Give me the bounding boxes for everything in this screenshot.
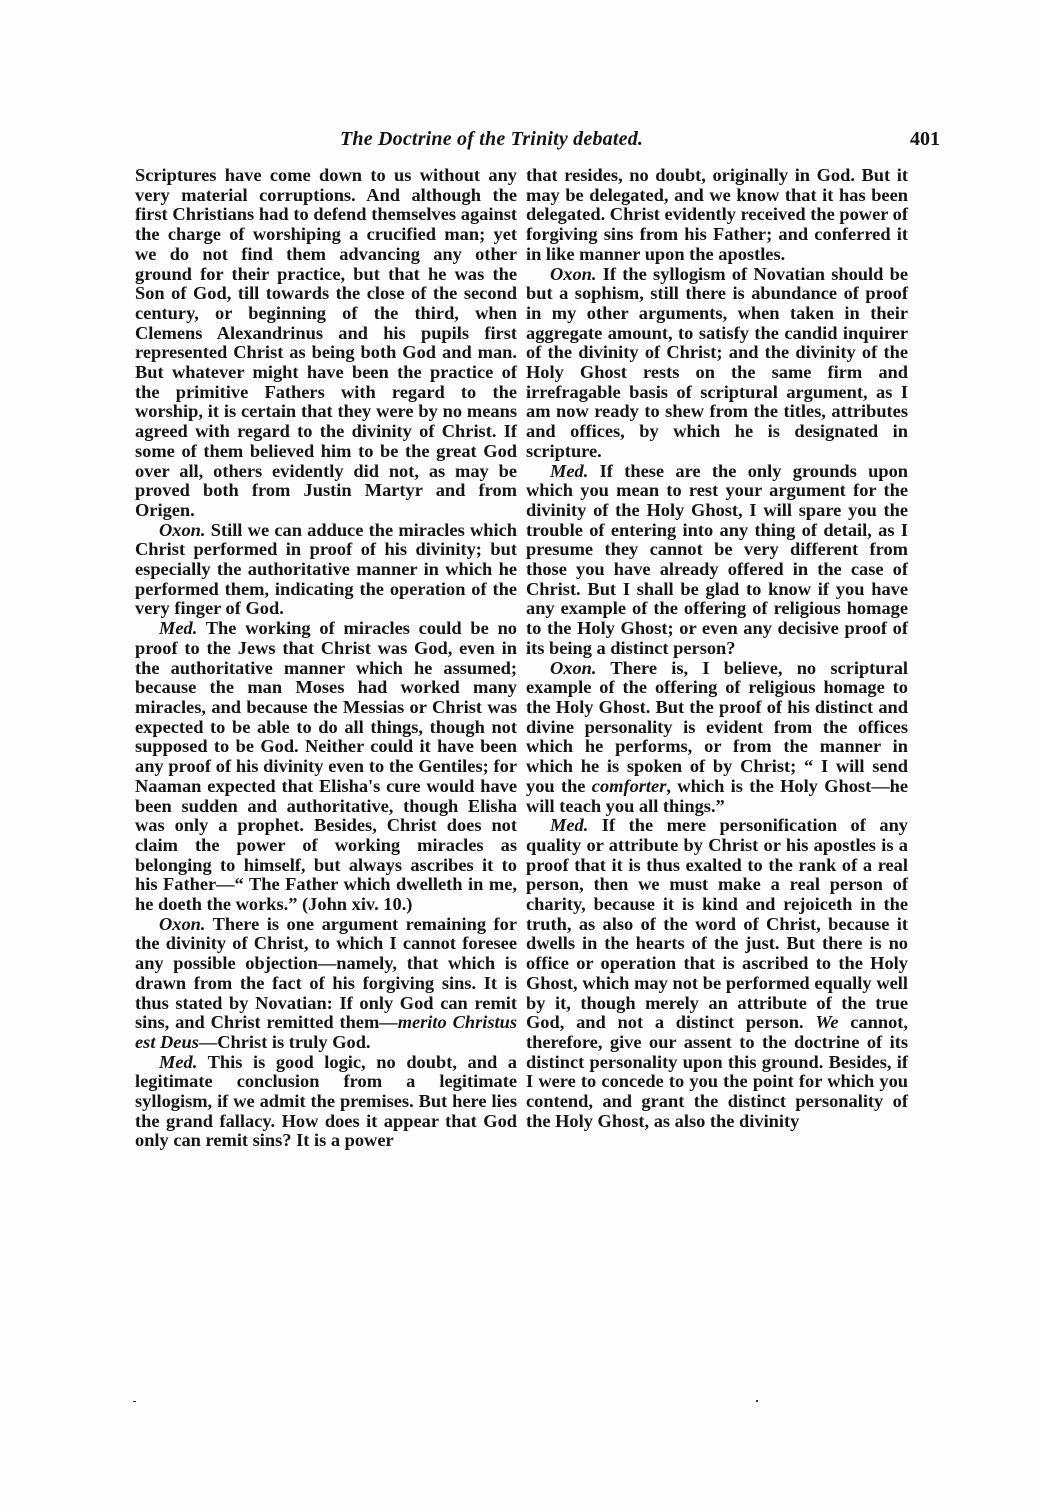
paragraph [135, 915, 517, 1053]
speaker-name: Oxon. [550, 263, 597, 284]
page-number: 401 [910, 128, 940, 150]
paragraph [135, 1053, 517, 1152]
paragraph-text: There is, I believe, no scriptural example of the offering of religious homage to the Holy Ghost. But the proof of his distinct and divine personality is evident from the offices which he performs, or from the manner in which he is spoken of by Christ; “ I will send you the [526, 657, 908, 796]
paragraph-text: If the syllogism of Novatian should be but a sophism, still there is abundance of proof in my other arguments, when taken in their aggregate amount, to satisfy the candid inquirer of the divinity of Christ; and the divinity of the Holy Ghost rests on the same firm and irrefragable basis of scriptural argument, as I am now ready to shew from the titles, attributes and offices, by which he is designated in scripture. [526, 263, 908, 461]
emphasized-word: comforter [591, 775, 667, 796]
speaker-name: Oxon. [159, 913, 206, 934]
paragraph-text: that resides, no doubt, originally in God. But it may be delegated, and we know that it has been delegated. Christ evidently received the power of forgiving sins from his Father; and conferred it in like manner upon the apostles. [526, 165, 908, 264]
paragraph [526, 659, 908, 817]
speaker-name: Oxon. [550, 657, 597, 678]
left-column [135, 166, 517, 1151]
paragraph [135, 166, 517, 521]
paragraph-text: —Christ is truly God. [198, 1031, 371, 1052]
paragraph-text: This is good logic, no doubt, and a legitimate conclusion from a legitimate syllogism, if we admit the premises. But here lies the grand fallacy. How does it appear that God only can remit sins? It is a power [135, 1051, 517, 1151]
running-head [120, 128, 940, 154]
speaker-name: Med. [159, 618, 198, 639]
paragraph-text: Scriptures have come down to us without any very material corruptions. And although the first Christians had to defend themselves against the charge of worshiping a crucified man; yet we do not find them advancing any other ground for their practice, but that he was the Son of God, till towards the close of the second century, or beginning of the third, when Clemens Alexandrinus and his pupils first represented Christ as being both God and man. But whatever might have been the practice of the primitive Fathers with regard to the worship, it is certain that they were by no means agreed with regard to the divinity of Christ. If some of them believed him to be the great God over all, others evidently did not, as may be proved both from Justin Martyr and from Origen. [135, 165, 517, 520]
paragraph [526, 816, 908, 1131]
paragraph-text: cannot, therefore, give our assent to the doctrine of its distinct personality upon this ground. Besides, if I were to concede to you the point for which you contend, and grant the distinct personality of the Holy Ghost, as also the divinity [526, 1012, 908, 1131]
emphasized-word: We [815, 1012, 839, 1033]
paragraph [135, 619, 517, 915]
speaker-name: Med. [159, 1051, 198, 1072]
paragraph [135, 521, 517, 620]
speaker-name: Oxon. [159, 519, 206, 540]
print-speck [756, 1400, 758, 1402]
print-speck [133, 1401, 136, 1402]
latin-quote: merito Christus est Deus [135, 1012, 517, 1052]
paragraph-text: , which is the Holy Ghost—he will teach you all things.” [526, 775, 908, 816]
paragraph-text: If these are the only grounds upon which you mean to rest your argument for the divinity of the Holy Ghost, I will spare you the trouble of entering into any thing of detail, as I presume they cannot be very different from those you have already offered in the case of Christ. But I shall be glad to know if you have any example of the offering of religious homage to the Holy Ghost; or even any decisive proof of its being a distinct person? [526, 460, 908, 658]
paragraph-text: If the mere personification of any quality or attribute by Christ or his apostles is a proof that it is thus exalted to the rank of a real person, then we must make a real person of charity, because it is kind and rejoiceth in the truth, as also of the word of Christ, because it dwells in the hearts of the just. But there is no office or operation that is ascribed to the Holy Ghost, which may not be performed equally well by it, though merely an attribute of the true God, and not a distinct person. [526, 815, 908, 1033]
paragraph [526, 166, 908, 265]
speaker-name: Med. [550, 460, 589, 481]
paragraph-text: There is one argument remaining for the divinity of Christ, to which I cannot foresee any possible objection—namely, that which is drawn from the fact of his forgiving sins. It is thus stated by Novatian: If only God can remit sins, and Christ remitted them— [135, 913, 517, 1033]
paragraph-text: The working of miracles could be no proof to the Jews that Christ was God, even in the authoritative manner which he assumed; because the man Moses had worked many miracles, and because the Messias or Christ was expected to be able to do all things, though not supposed to be God. Neither could it have been any proof of his divinity even to the Gentiles; for Naaman expected that Elisha's cure would have been sudden and authoritative, though Elisha was only a prophet. Besides, Christ does not claim the power of working miracles as belonging to himself, but always ascribes it to his Father—“ The Father which dwelleth in me, he doeth the works.” (John xiv. 10.) [135, 618, 517, 915]
running-title: The Doctrine of the Trinity debated. [340, 128, 644, 150]
paragraph-text: Still we can adduce the miracles which Christ performed in proof of his divinity; but especially the authoritative manner in which he performed them, indicating the operation of the very finger of God. [135, 519, 517, 619]
speaker-name: Med. [550, 815, 589, 836]
paragraph [526, 462, 908, 659]
right-column [526, 166, 908, 1131]
paragraph [526, 265, 908, 462]
